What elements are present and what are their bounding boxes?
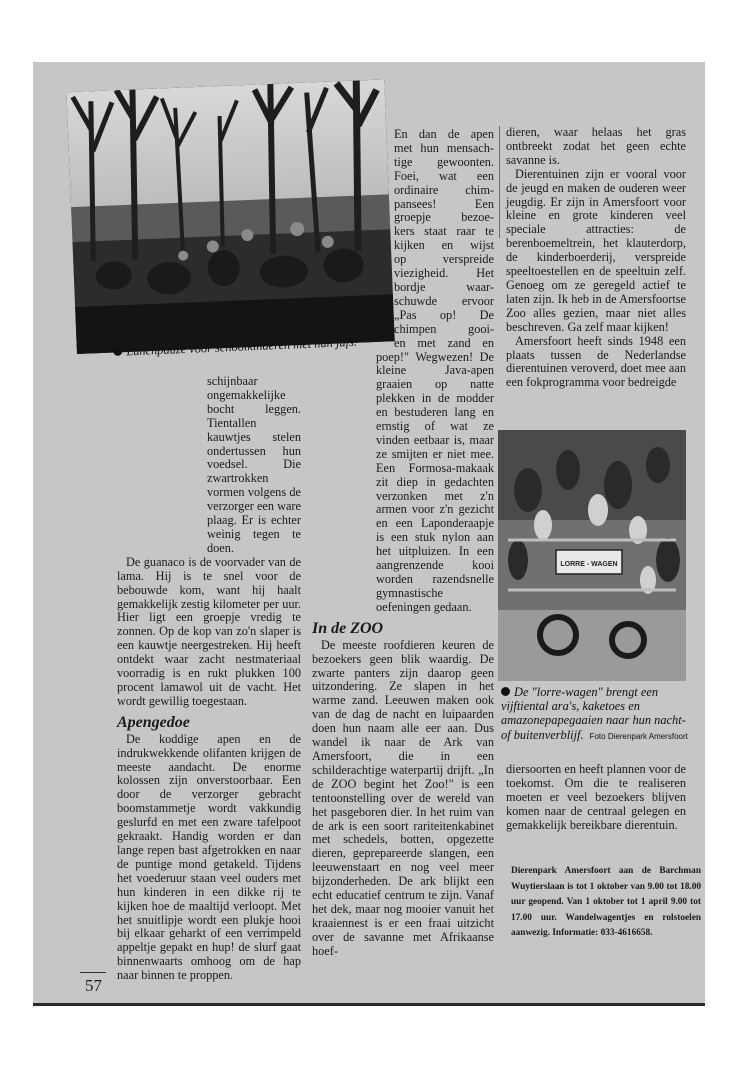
col2-wrap-line: schuwde ervoor <box>394 293 494 308</box>
col2-wrap-line: en met zand en <box>394 335 494 350</box>
page-number-rule <box>80 972 106 973</box>
heading-apengedoe: Apengedoe <box>117 713 190 731</box>
bullet-dot-icon <box>113 347 122 356</box>
col1-para-2: De guanaco is de voorvader van de lama. Hij is te snel voor de bebouwde kom, want hij haalt gemakkelijk zestig kilometer per uur. Hier ligt een groepje vredig te zonnen. Op de kop van zo'n slaper is een kauwtje neergestreken. Hij heeft ontdekt waar zacht nestmateriaal voorradig is en rukt plukken 100 procent lamawol uit de vacht. Het wordt gewillig toegestaan. <box>117 554 301 708</box>
photo-lorre-caption <box>501 685 691 744</box>
col3-para-3-continued: diersoorten en heeft plannen voor de toekomst. Om die te realiseren moeten er veel bezoekers blijven komen naar de centraal gelegen en gemakkelijk bereikbare dierentuin. <box>506 762 686 832</box>
col3-para-3: Amersfoort heeft sinds 1948 een plaats tussen de Nederlandse dierentuinen veroverd, doet mee aan een fokprogramma voor bedreigde <box>506 333 686 390</box>
col2-wrap-line: chimpen gooi- <box>394 321 494 336</box>
col2-wrap-line: pansees! Een <box>394 196 494 211</box>
col2-wrap-line: Foei, wat een <box>394 168 494 183</box>
col2-wrap-line: op verspreide <box>394 252 494 267</box>
column-3 <box>506 126 686 390</box>
photo-credit: Foto Dierenpark Amersfoort <box>589 731 688 741</box>
lorre-caption-text: De "lorre-wagen" brengt een vijftiental ara's, kaketoes en amazonepapegaaien naar hun nacht- of buitenverblijf. <box>501 685 686 742</box>
column-divider <box>499 126 500 238</box>
col2-para-1-tail: poep!" Wegwezen! De kleine Java-apen graaien op natte plekken in de modder en bestuderen lang en ernstig of wat ze vinden eetbaar is, maar ze smijten er niet mee. Een Formosa-makaak zit diep in gedachten verzonken met z'n armen voor z'n gezicht en een Laponderaapje is een stuk nylon aan het uitpluizen. In een aangrenzende kooi worden razendsnelle gymnastische oefeningen gedaan. <box>376 349 494 614</box>
col2-wrap-line: met hun mensach- <box>394 140 494 155</box>
col2-wrap-line: kers staat raar te <box>394 224 494 239</box>
col2-wrap-line: bordje waar- <box>394 279 494 294</box>
col3-para-2: Dierentuinen zijn er vooral voor de jeugd en maken de ouderen weer jeugdig. Er zijn in Amersfoort voor kleine en grote kinderen veel speciale attracties: de berenboemeltrein, het klauterdorp, de kinderboerderij, verspreide speeltoestellen en de speeltuin zelf. Genoeg om ze geregeld actief te laten zijn. Ik heb in de Amersfoortse Zoo alles gezien, maar niet alles beschreven. Ga zelf maar kijken! <box>506 166 686 334</box>
col2-wrap-line: En dan de apen <box>394 127 494 141</box>
col2-wrap-line: tige gewoonten. <box>394 154 494 169</box>
col3-para-1: dieren, waar helaas het gras ontbreekt zodat het geen echte savanne is. <box>506 125 686 167</box>
lorre-wagen-image <box>498 430 686 681</box>
col2-para-2: De meeste roofdieren keuren de bezoekers geen blik waardig. De zwarte panters zijn daarop geen uitzondering. Ze slapen in het warme zand. Leeuwen maken ook van de dag de nacht en luipaarden doen hun naam alle eer aan. Dus wandel ik naar de Ark van Amersfoort, die in een schilderachtige waterpartij drijft. „In de ZOO begint het Zoo!" is een tentoonstelling over de wereld van het pasgeboren dier. In het ruim van de ark is een soort rariteitenkabinet met schedels, botten, opgezette dieren, geprepareerde slangen, een leeuwenstaart en nog veel meer bijzonderheden. De ark blijkt een echt educatief centrum te zijn. Vanaf het dek, maar nog mooier vanuit het kraaiennest is er een fraai uitzicht over de savanne met Afrikaanse hoef- <box>312 637 494 958</box>
lorre-wagen-sign: LORRE - WAGEN <box>560 561 618 568</box>
column-3-continued <box>506 763 686 833</box>
column-1 <box>117 375 301 983</box>
col1-para-1: schijnbaar ongemakkelijke bocht leggen. Tientallen kauwtjes stelen ondertussen hun voedsel. Die zwartrokken vormen volgens de verzorger een ware plaag. Er is echter weinig tegen te doen. <box>207 374 301 555</box>
col2-wrap-line: „Pas op! De <box>394 307 494 322</box>
photo-lorre-wagen <box>498 430 686 681</box>
col2-wrap-line: kijken en wijst <box>394 238 494 253</box>
col1-para-3: De koddige apen en de indrukwekkende olifanten krijgen de meeste aandacht. De enorme kolossen zijn onverstoorbaar. Een door de verzorger gebracht boomstammetje wordt vakkundig geslurfd en met een zware tafelpoot gekraakt. Handig worden er dan lange repen bast afgetrokken en naar de puntige mond getakeld. Tijdens het voederuur staan veel ouders met hun kinderen in een dikke rij te kijken hoe de maaltijd verloopt. Met het snuitlipje wordt een plukje hooi bij elkaar geharkt of een verrimpeld appeltje gepakt en hup! de slurf gaat binnenwaarts omhoog om de hap naar binnen te proppen. <box>117 731 301 983</box>
heading-in-de-zoo: In de ZOO <box>312 619 384 637</box>
col2-wrap-line: groepje bezoe- <box>394 210 494 225</box>
col2-wrap-line: viezigheid. Het <box>394 266 494 281</box>
bottom-rule <box>33 1003 705 1006</box>
col2-wrap-block <box>394 128 494 351</box>
bullet-dot-icon <box>501 687 510 696</box>
col2-wrap-line: ordinaire chim- <box>394 182 494 197</box>
lunch-caption-text: Lunchpauze voor schoolkinderen met hun jufs. <box>125 334 358 359</box>
page-number: 57 <box>85 976 102 995</box>
column-2 <box>312 128 494 959</box>
info-box: Dierenpark Amersfoort aan de Barchman Wuytierslaan is tot 1 oktober van 9.00 tot 18.00 uur geopend. Van 1 oktober tot 1 april 9.00 tot 17.00 uur. Wandelwagentjes en rolstoelen aanwezig. Informatie: 033-4616658. <box>511 866 701 939</box>
